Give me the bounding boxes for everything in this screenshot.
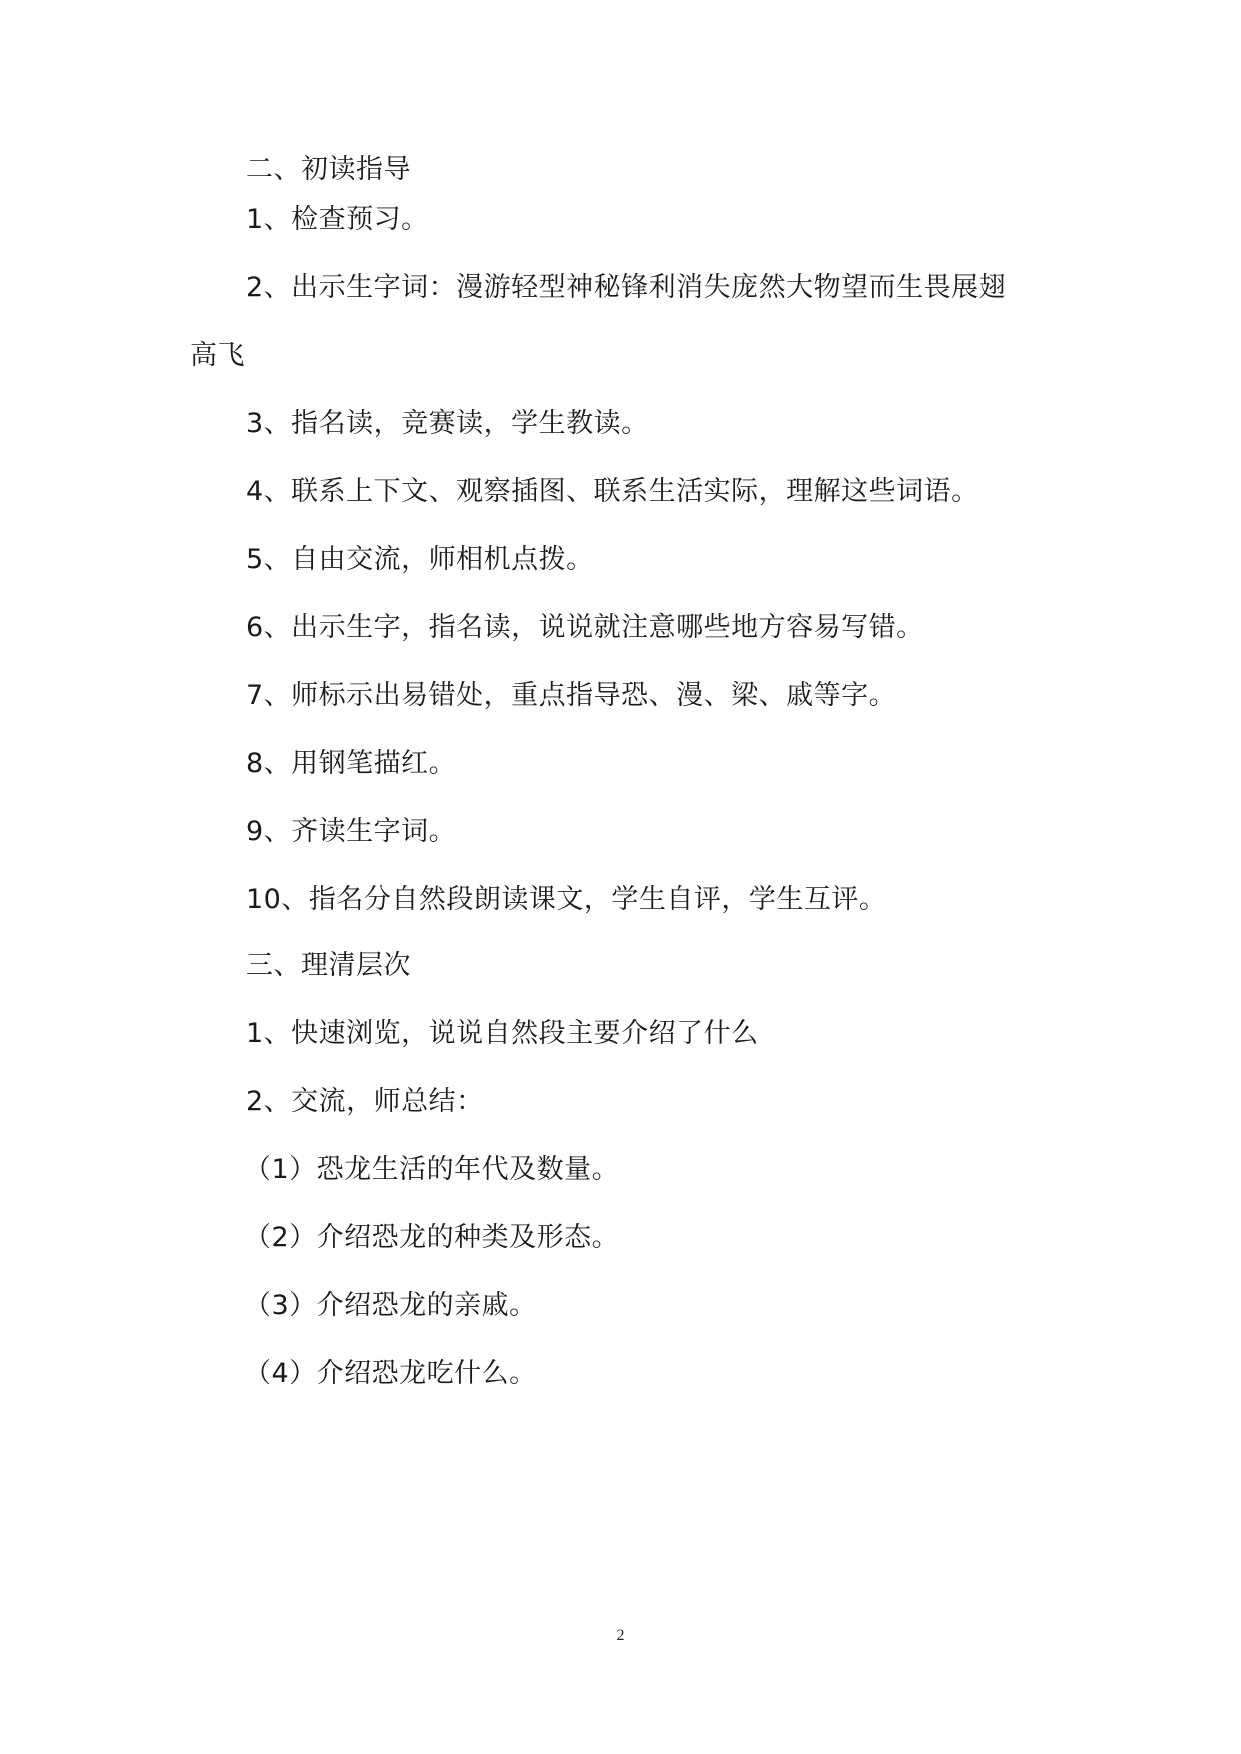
paragraph-line: 10、指名分自然段朗读课文，学生自评，学生互评。: [246, 884, 887, 915]
list-item: （1）恐龙生活的年代及数量。: [244, 1154, 620, 1185]
paragraph-line: 9、齐读生字词。: [246, 816, 457, 847]
paragraph-line: 1、快速浏览，说说自然段主要介绍了什么: [246, 1018, 759, 1049]
paragraph-line: 7、师标示出易错处，重点指导恐、漫、梁、戚等字。: [246, 680, 897, 711]
paragraph-line: 6、出示生字，指名读，说说就注意哪些地方容易写错。: [246, 612, 924, 643]
list-item: （2）介绍恐龙的种类及形态。: [244, 1222, 620, 1253]
paragraph-line: 4、联系上下文、观察插图、联系生活实际，理解这些词语。: [246, 476, 979, 507]
paragraph-line: 3、指名读，竞赛读，学生教读。: [246, 408, 649, 439]
paragraph-line: 8、用钢笔描红。: [246, 748, 457, 779]
paragraph-line: 2、出示生字词：漫游轻型神秘锋利消失庞然大物望而生畏展翅: [246, 272, 1007, 303]
paragraph-line: 1、检查预习。: [246, 204, 429, 235]
section-heading: 三、理清层次: [246, 950, 411, 981]
paragraph-line-continuation: 高飞: [190, 340, 245, 371]
paragraph-line: 5、自由交流，师相机点拨。: [246, 544, 594, 575]
section-heading: 二、初读指导: [246, 154, 411, 185]
list-item: （4）介绍恐龙吃什么。: [244, 1358, 537, 1389]
list-item: （3）介绍恐龙的亲戚。: [244, 1290, 537, 1321]
paragraph-line: 2、交流，师总结：: [246, 1086, 484, 1117]
page-number: 2: [616, 1627, 625, 1644]
